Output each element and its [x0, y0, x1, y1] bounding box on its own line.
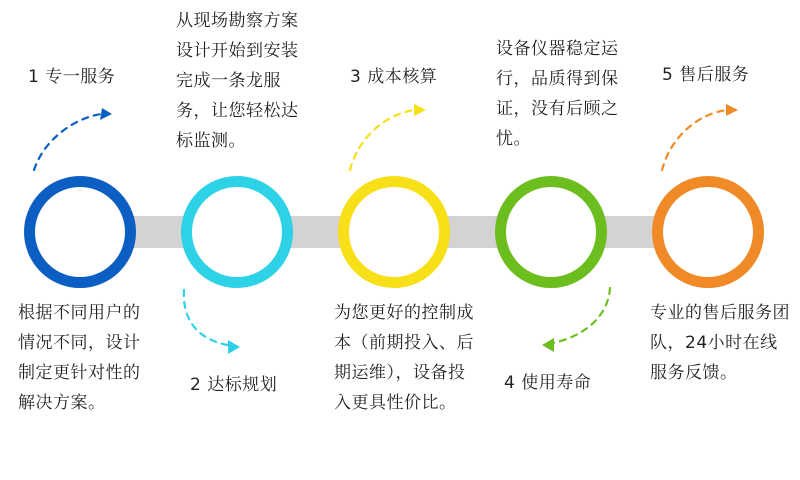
step-node-5[interactable] [652, 176, 764, 288]
step-description-3: 为您更好的控制成本（前期投入、后期运维），设备投入更具性价比。 [334, 303, 474, 413]
step-title-3: 3 成本核算 [350, 67, 438, 87]
step-description-4: 设备仪器稳定运行，品质得到保证，没有后顾之忧。 [496, 39, 619, 149]
step-title-5: 5 售后服务 [662, 65, 750, 85]
step-title-2: 2 达标规划 [190, 375, 278, 395]
step-title-1: 1 专一服务 [28, 67, 116, 87]
step-arrow-3 [336, 100, 466, 180]
step-description-5: 专业的售后服务团队，24小时在线服务反馈。 [650, 303, 790, 383]
step-node-2[interactable] [181, 176, 293, 288]
step-title-4: 4 使用寿命 [504, 373, 592, 393]
step-arrow-1 [20, 108, 150, 178]
step-node-3[interactable] [338, 176, 450, 288]
step-node-1[interactable] [24, 176, 136, 288]
step-arrow-2 [178, 290, 298, 370]
step-description-1: 根据不同用户的情况不同，设计制定更针对性的解决方案。 [18, 303, 141, 413]
step-arrow-5 [648, 100, 778, 180]
step-description-2: 从现场勘察方案设计开始到安装完成一条龙服务，让您轻松达标监测。 [176, 11, 299, 151]
step-arrow-4 [486, 288, 616, 368]
step-node-4[interactable] [495, 176, 607, 288]
